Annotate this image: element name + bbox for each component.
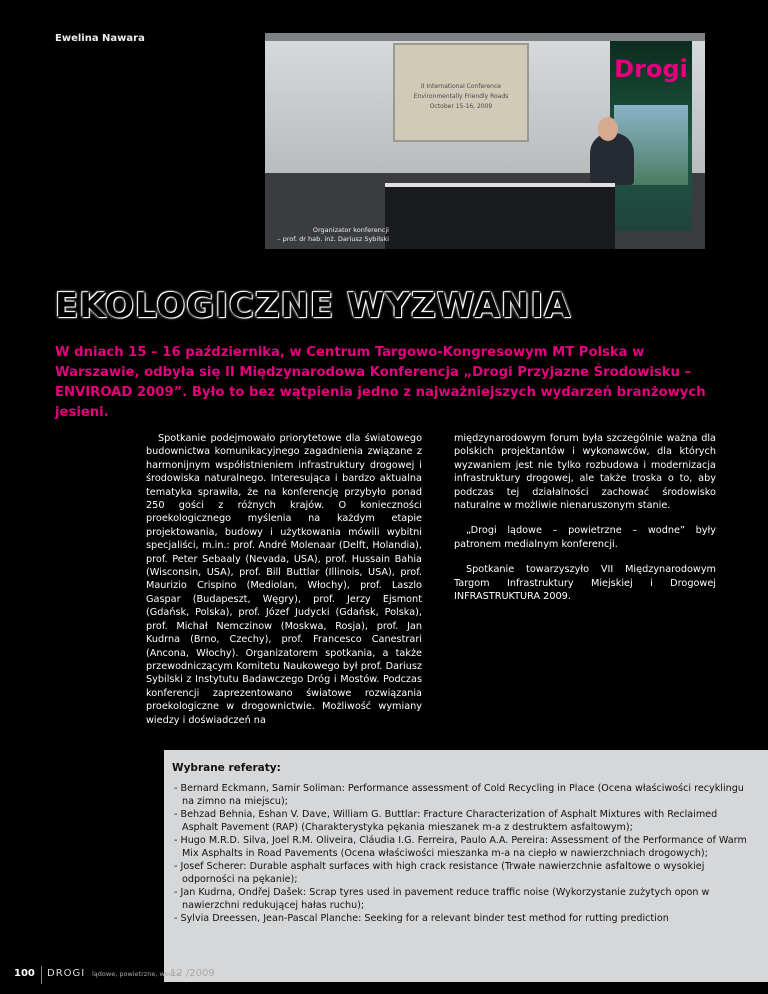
article-column-1 — [146, 432, 422, 739]
body-paragraph: Spotkanie podejmowało priorytetowe dla światowego budownictwa komunikacyjnego zagadnienia związane z harmonijnym współistnieniem infrastruktury drogowej i środowiska naturalnego. Interesująca i bardzo aktualna tematyka sprawiła, że na konferencję przybyło ponad 250 gości z różnych krajów. O konieczności proekologicznego myślenia na każdym etapie projektowania, budowy i użytkowania mówili wybitni specjaliści, m.in.: prof. André Molenaar (Delft, Holandia), prof. Peter Sebaaly (Nevada, USA), prof. Hussain Bahia (Wisconsin, USA), prof. Bill Buttlar (Illinois, USA), prof. Maurizio Crispino (Mediolan, Włochy), prof. Laszlo Gaspar (Budapeszt, Węgry), prof. Jerzy Ejsmont (Gdańsk, Polska), prof. Józef Judycki (Gdańsk, Polska), prof. Michał Nemczinow (Moskwa, Rosja), prof. Jan Kudrna (Brno, Czechy), prof. Francesco Canestrari (Ancona, Włochy). Organizatorem spotkania, a także przewodniczącym Komitetu Naukowego był prof. Dariusz Sybilski z Instytutu Badawczego Dróg i Mostów. Podczas konferencji zaprezentowano światowe rozwiązania proekologiczne w drogownictwie. Możliwość wymiany wiedzy i doświadczeń na — [146, 433, 422, 726]
body-paragraph: międzynarodowym forum była szczególnie ważna dla polskich projektantów i wykonawców, dla których wyzwaniem jest nie tylko rozbudowa i modernizacja infrastruktury drogowej, ale także troska o to, aby podczas tej działalności zachować środowisko naturalne w możliwie nienaruszonym stanie. — [454, 433, 716, 512]
photo-table — [385, 185, 615, 249]
list-item: - Jan Kudrna, Ondřej Dašek: Scrap tyres used in pavement reduce traffic noise (Wykorzystanie zużytych opon w nawierzchni redukującej hałas ruchu); — [174, 887, 710, 911]
banner-logo: Drogi — [614, 55, 688, 83]
papers-list — [172, 782, 752, 925]
magazine-name: DROGI — [47, 968, 86, 979]
body-paragraph: Spotkanie towarzyszyło VII Międzynarodowym Targom Infrastruktury Miejskiej i Drogowej INFRASTRUKTURA 2009. — [454, 564, 716, 603]
photo-truss — [265, 33, 705, 41]
photo-speaker-head — [598, 117, 618, 141]
article-column-2 — [454, 432, 716, 615]
photo-caption — [265, 226, 389, 244]
caption-line: Organizator konferencji — [312, 226, 389, 234]
caption-line: – prof. dr hab. inż. Dariusz Sybilski — [277, 235, 389, 243]
screen-line: Environmentally Friendly Roads — [413, 93, 509, 100]
list-item: - Josef Scherer: Durable asphalt surfaces with high crack resistance (Trwałe nawierzchnie asfaltowe o wysokiej odporności na pękanie); — [174, 861, 705, 885]
photo-speaker-body — [590, 133, 634, 185]
box-heading: Wybrane referaty: — [172, 762, 281, 774]
issue-number: 12 /2009 — [170, 968, 215, 979]
selected-papers-box — [164, 750, 768, 982]
list-item: - Hugo M.R.D. Silva, Joel R.M. Oliveira, Cláudia I.G. Ferreira, Paulo A.A. Pereira: Assessment of the Performance of Warm Mix Asphalts in Road Pavements (Ocena właściwości mieszanka m-a na ciepło w nawierzchniach drogowych); — [174, 835, 747, 859]
list-item: - Bernard Eckmann, Samir Soliman: Performance assessment of Cold Recycling in Place (Ocena właściwości recyklingu na zimno na miejscu); — [174, 783, 744, 807]
article-lead: W dniach 15 – 16 października, w Centrum Targowo-Kongresowym MT Polska w Warszawie, odbyła się II Międzynarodowa Konferencja „Drogi Przyjazne Środowisku – ENVIROAD 2009”. Było to bez wątpienia jedno z najważniejszych wydarzeń branżowych jesieni. — [55, 345, 706, 420]
page-number: 100 — [14, 968, 35, 979]
photo-projection-screen — [393, 43, 529, 142]
list-item: - Sylvia Dreessen, Jean-Pascal Planche: Seeking for a relevant binder test method for rutting prediction — [174, 913, 669, 924]
conference-photo — [265, 33, 705, 249]
list-item: - Behzad Behnia, Eshan V. Dave, William G. Buttlar: Fracture Characterization of Asphalt Mixtures with Reclaimed Asphalt Pavement (RAP) (Charakterystyka pękania mieszanek m-a z destruktem asfaltowym); — [174, 809, 718, 833]
author-name: Ewelina Nawara — [55, 33, 145, 44]
magazine-subtitle: lądowe, powietrzne, wodne — [92, 970, 181, 978]
screen-line: II International Conference — [421, 83, 501, 90]
footer-divider — [41, 966, 42, 984]
body-paragraph: „Drogi lądowe – powietrzne – wodne” były patronem medialnym konferencji. — [454, 525, 716, 550]
photo-tabletop — [385, 183, 615, 187]
screen-line: October 15-16, 2009 — [429, 103, 493, 110]
article-title: EKOLOGICZNE WYZWANIA — [55, 286, 572, 326]
